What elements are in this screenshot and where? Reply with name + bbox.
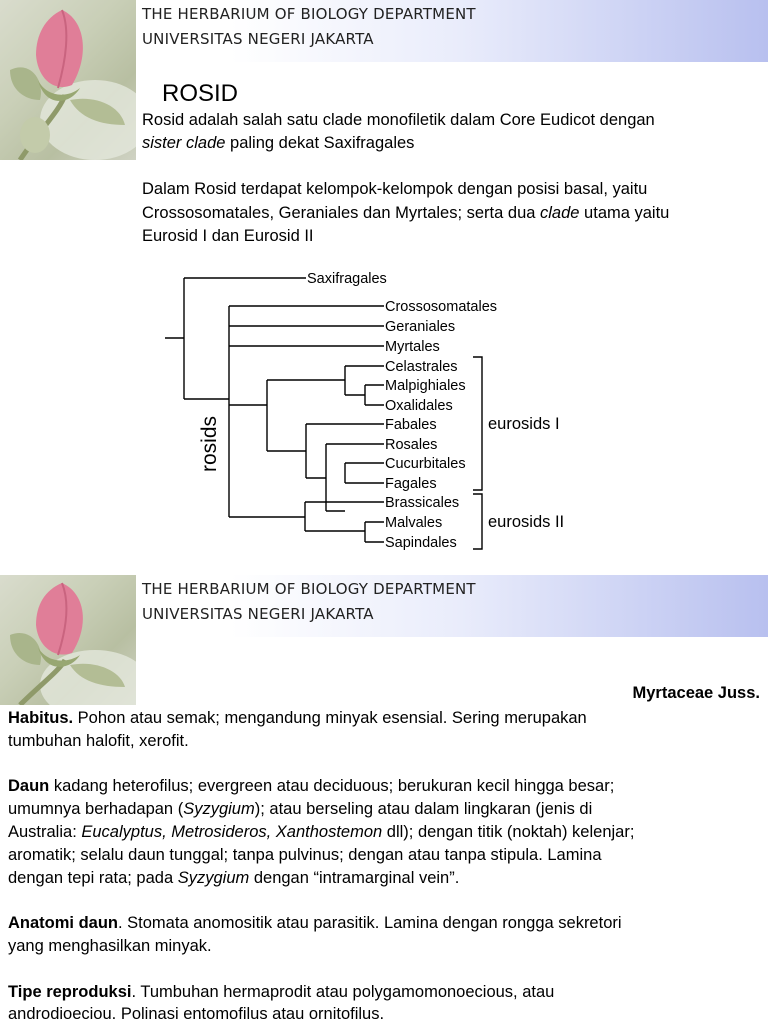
italic-term: Syzygium [183, 800, 255, 819]
taxon-label: Rosales [385, 437, 438, 453]
term-heading: Anatomi daun [8, 914, 118, 933]
text-segment: Rosid adalah salah satu clade monofiletik dalam Core Eudicot dengan [142, 111, 655, 129]
italic-term: Eucalyptus, Metrosideros, Xanthostemon [81, 823, 383, 841]
text-line [8, 775, 614, 798]
text-line [8, 798, 592, 821]
taxon-label: Geraniales [385, 319, 456, 335]
header-title-line2: UNIVERSITAS NEGERI JAKARTA [142, 605, 374, 623]
taxon-label: Fabales [385, 417, 437, 433]
taxon-label: Malvales [385, 515, 443, 531]
italic-term: Syzygium [177, 868, 250, 887]
family-title: Myrtaceae Juss. [632, 684, 760, 702]
text-segment: aromatik; selalu daun tunggal; tanpa pulvinus; dengan atau tanpa stipula. Lamina [8, 845, 602, 864]
text-segment: kadang heterofilus; evergreen atau deciduous; berukuran kecil hingga besar; [49, 777, 615, 796]
text-segment: Pohon atau semak; mengandung minyak esensial. Sering merupakan [73, 709, 587, 727]
taxon-label: Fagales [385, 476, 437, 492]
text-segment: Dalam Rosid terdapat kelompok-kelompok dengan posisi basal, yaitu [142, 180, 648, 198]
group-label-eurosids-ii: eurosids II [488, 513, 565, 531]
text-segment: dengan tepi rata; pada [8, 868, 178, 887]
slide-myrtaceae [0, 575, 768, 1024]
text-segment: dengan “intramarginal vein”. [249, 868, 460, 887]
text-line [8, 730, 189, 753]
text-segment: umumnya berhadapan ( [8, 800, 184, 819]
taxon-label: Brassicales [385, 495, 460, 511]
text-line [8, 707, 587, 730]
text-line [8, 935, 212, 958]
slide-title: ROSID [162, 80, 239, 107]
text-segment: Crossosomatales, Geraniales dan Myrtales; serta dua [142, 203, 541, 222]
clade-label-rosids: rosids [198, 415, 221, 472]
text-line [8, 981, 554, 1004]
taxon-label: Celastrales [385, 359, 458, 375]
header-title-line2: UNIVERSITAS NEGERI JAKARTA [142, 30, 374, 48]
taxon-label: Oxalidales [385, 398, 453, 414]
text-line [8, 1003, 384, 1024]
text-segment: yang menghasilkan minyak. [8, 937, 212, 955]
text-line [8, 912, 622, 935]
text-segment: Eurosid I dan Eurosid II [142, 227, 314, 245]
header-title-line1: THE HERBARIUM OF BIOLOGY DEPARTMENT [142, 580, 476, 598]
text-segment: androdioeciou. Polinasi entomofilus atau ornitofilus. [8, 1005, 385, 1024]
italic-term: sister clade [142, 134, 226, 152]
text-segment: utama yaitu [579, 203, 670, 222]
taxon-label: Saxifragales [307, 271, 387, 287]
header-title-line1: THE HERBARIUM OF BIOLOGY DEPARTMENT [142, 5, 476, 23]
group-label-eurosids-i: eurosids I [488, 415, 560, 433]
text-segment: dll); dengan titik (noktah) kelenjar; [382, 823, 635, 841]
taxon-label: Crossosomatales [385, 299, 498, 315]
taxon-label: Malpighiales [385, 378, 466, 394]
text-segment: . Tumbuhan hermaprodit atau polygamomonoecious, atau [131, 982, 555, 1001]
text-segment: Australia: [8, 823, 82, 841]
text-line [8, 867, 459, 890]
term-heading: Daun [8, 777, 50, 796]
term-heading: Tipe reproduksi [8, 982, 132, 1001]
rose-bud-photo [0, 575, 136, 705]
taxon-label: Cucurbitales [385, 456, 466, 472]
text-line [8, 844, 602, 867]
text-segment: paling dekat Saxifragales [225, 134, 415, 152]
text-segment: . Stomata anomositik atau parasitik. Lamina dengan rongga sekretori [118, 914, 622, 933]
taxon-label: Myrtales [385, 339, 440, 355]
term-heading: Habitus. [8, 709, 74, 727]
text-segment: tumbuhan halofit, xerofit. [8, 731, 189, 750]
italic-term: clade [540, 203, 580, 222]
eurosids-ii-bracket [473, 494, 482, 549]
taxon-label: Sapindales [385, 535, 457, 551]
eurosids-i-bracket [473, 357, 482, 490]
text-line [8, 821, 634, 844]
text-segment: ); atau berseling atau dalam lingkaran (jenis di [254, 800, 593, 819]
